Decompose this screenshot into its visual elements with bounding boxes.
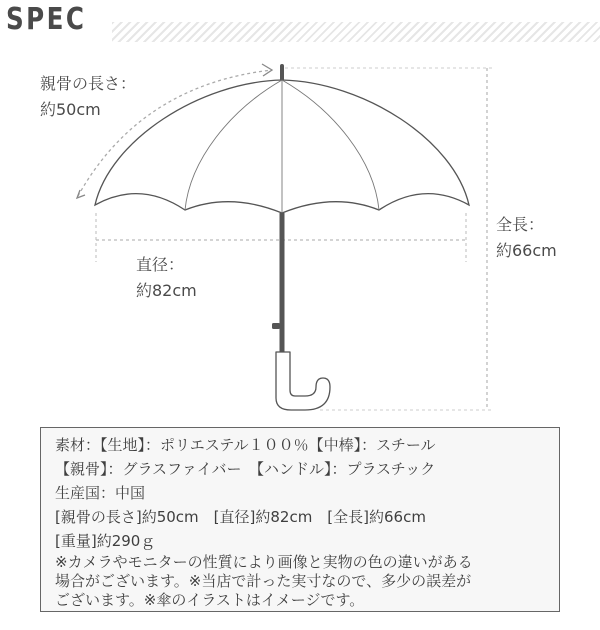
header <box>0 0 600 48</box>
diameter-label <box>136 252 197 304</box>
diameter-title: 直径： <box>136 255 185 274</box>
spec-note-line: ございます。※傘のイラストはイメージです。 <box>55 591 365 609</box>
total-length-value: 約66cm <box>496 241 557 260</box>
header-stripe <box>112 22 600 42</box>
total-length-label <box>496 212 557 264</box>
spec-rib-handle: 【親骨】：グラスファイバー 【ハンドル】：プラスチック <box>55 460 436 478</box>
umbrella-handle <box>276 352 330 410</box>
page-title: SPEC <box>6 2 87 37</box>
spec-note-line: 場合がございます。※当店で計った実寸なので、多少の誤差が <box>55 572 472 590</box>
spec-note-line: ※カメラやモニターの性質により画像と実物の色の違いがある <box>55 553 473 571</box>
shaft-button <box>272 323 280 329</box>
rib-length-label <box>40 71 136 123</box>
rib-guide-arrow-bottom <box>77 190 85 198</box>
diameter-value: 約82cm <box>136 281 197 300</box>
spec-origin: 生産国：中国 <box>55 484 146 502</box>
spec-material: 素材：【生地】：ポリエステル１００％【中棒】：スチール <box>55 436 436 454</box>
spec-box <box>40 427 560 612</box>
rib-length-value: 約50cm <box>40 100 101 119</box>
rib-length-title: 親骨の長さ： <box>40 74 137 93</box>
spec-weight: [重量]約290ｇ <box>55 532 156 550</box>
spec-dimensions: [親骨の長さ]約50cm [直径]約82cm [全長]約66cm <box>55 508 426 526</box>
total-length-title: 全長： <box>496 215 545 234</box>
